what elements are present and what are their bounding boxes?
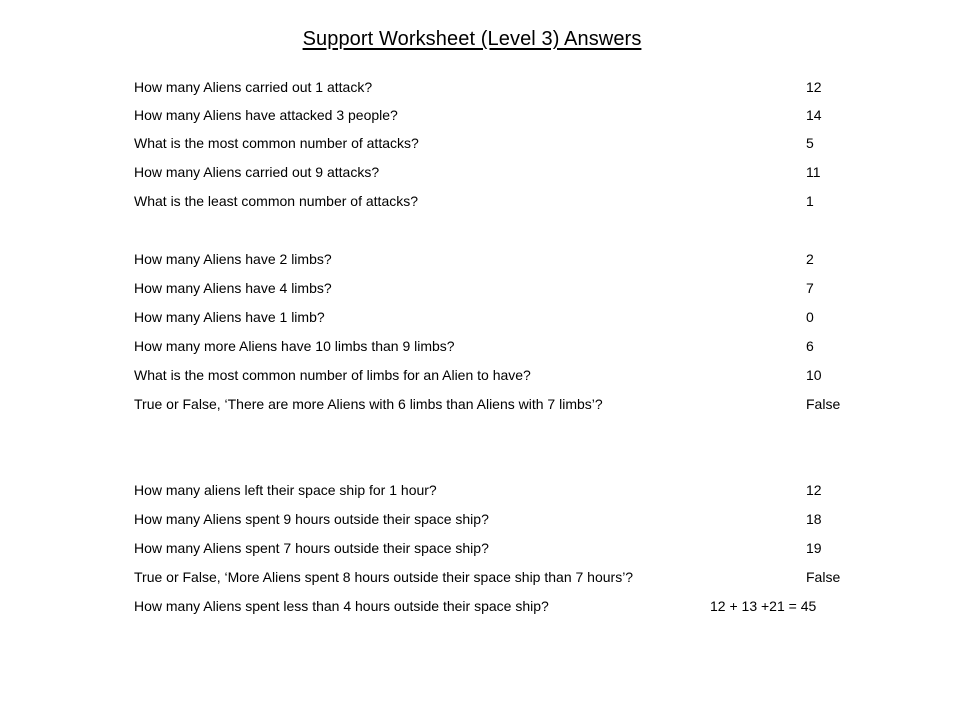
answer-text: 2 [806,251,814,267]
answer-text: False [806,396,841,412]
question-text: What is the least common number of attacks? [134,193,419,209]
question-text: How many Aliens carried out 9 attacks? [134,164,380,180]
answer-text: 10 [806,367,822,383]
qa-row [134,596,894,616]
answer-text: 12 [806,79,822,95]
answer-text: 19 [806,540,822,556]
page-title: Support Worksheet (Level 3) Answers [302,28,642,50]
answer-text: 14 [806,107,822,123]
answer-text: 6 [806,338,814,354]
qa-row [134,162,894,182]
answer-text: False [806,569,841,585]
answer-text: 12 [806,482,822,498]
answer-text: 7 [806,280,814,296]
qa-row [134,105,894,125]
answer-text: 1 [806,193,814,209]
question-text: How many Aliens spent 7 hours outside their space ship? [134,540,489,556]
question-text: How many Aliens have 4 limbs? [134,280,332,296]
qa-row [134,394,894,414]
question-text: What is the most common number of attacks? [134,135,419,151]
qa-row [134,249,894,269]
qa-row [134,133,894,153]
qa-row [134,567,894,587]
question-text: How many Aliens carried out 1 attack? [134,79,373,95]
answer-text: 18 [806,511,822,527]
question-text: How many more Aliens have 10 limbs than 9 limbs? [134,338,455,354]
qa-row [134,509,894,529]
question-text: True or False, ‘There are more Aliens with 6 limbs than Aliens with 7 limbs’? [134,396,603,412]
answer-text: 11 [806,164,821,180]
qa-row [134,538,894,558]
qa-row [134,77,894,97]
answer-text: 5 [806,135,814,151]
answer-text: 12 + 13 +21 = 45 [710,598,817,614]
question-text: What is the most common number of limbs for an Alien to have? [134,367,531,383]
question-text: How many Aliens spent less than 4 hours outside their space ship? [134,598,549,614]
question-text: How many aliens left their space ship for 1 hour? [134,482,437,498]
qa-row [134,480,894,500]
qa-row [134,365,894,385]
qa-row [134,336,894,356]
question-text: How many Aliens have 2 limbs? [134,251,332,267]
question-text: How many Aliens have 1 limb? [134,309,325,325]
qa-row [134,307,894,327]
answer-text: 0 [806,309,814,325]
question-text: How many Aliens have attacked 3 people? [134,107,398,123]
qa-row [134,278,894,298]
question-text: True or False, ‘More Aliens spent 8 hours outside their space ship than 7 hours’? [134,569,634,585]
question-text: How many Aliens spent 9 hours outside their space ship? [134,511,489,527]
qa-row [134,191,894,211]
